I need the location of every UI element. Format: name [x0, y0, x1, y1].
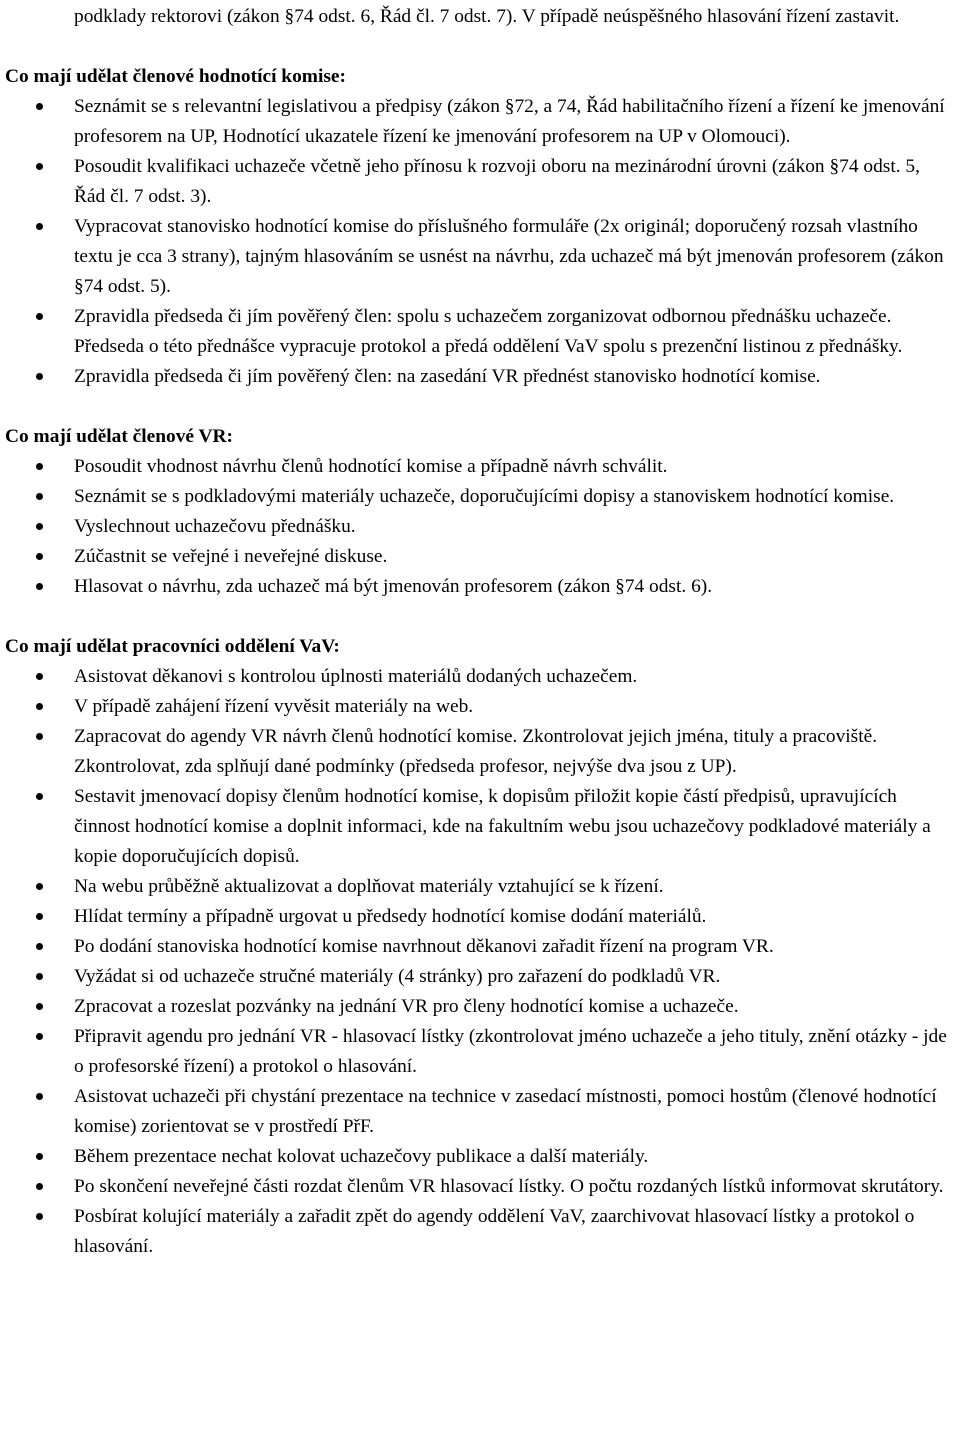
list-item: Vyslechnout uchazečovu přednášku. [5, 512, 954, 542]
bullet-icon [36, 1003, 43, 1010]
vr-list [5, 452, 954, 602]
list-item: Zpravidla předseda či jím pověřený člen: spolu s uchazečem zorganizovat odbornou přednášku uchazeče. Předseda o této přednášce vypracuje protokol a předá oddělení VaV spolu s prezenční listinou z přednášky. [5, 302, 954, 362]
section-heading-vr: Co mají udělat členové VR: [5, 426, 233, 447]
list-item: Zúčastnit se veřejné i neveřejné diskuse. [5, 542, 954, 572]
list-item: Připravit agendu pro jednání VR - hlasovací lístky (zkontrolovat jméno uchazeče a jeho tituly, znění otázky - jde o profesorské řízení) a protokol o hlasování. [5, 1022, 954, 1082]
bullet-icon [36, 673, 43, 680]
bullet-icon [36, 1033, 43, 1040]
list-item: Po dodání stanoviska hodnotící komise navrhnout děkanovi zařadit řízení na program VR. [5, 932, 954, 962]
bullet-icon [36, 163, 43, 170]
bullet-icon [36, 1183, 43, 1190]
list-item: Asistovat děkanovi s kontrolou úplnosti materiálů dodaných uchazečem. [5, 662, 954, 692]
bullet-icon [36, 373, 43, 380]
list-item: Sestavit jmenovací dopisy členům hodnotící komise, k dopisům přiložit kopie částí předpisů, upravujících činnost hodnotící komise a doplnit informaci, kde na fakultním webu jsou uchazečovy podkladové materiály a kopie doporučujících dopisů. [5, 782, 954, 872]
list-item: Hlasovat o návrhu, zda uchazeč má být jmenován profesorem (zákon §74 odst. 6). [5, 572, 954, 602]
bullet-icon [36, 1093, 43, 1100]
commission-list [5, 92, 954, 392]
list-item: V případě zahájení řízení vyvěsit materiály na web. [5, 692, 954, 722]
bullet-icon [36, 733, 43, 740]
paragraph-spacer [5, 392, 954, 422]
paragraph-spacer [5, 602, 954, 632]
bullet-icon [36, 943, 43, 950]
list-item: Posoudit kvalifikaci uchazeče včetně jeho přínosu k rozvoji oboru na mezinárodní úrovni (zákon §74 odst. 5, Řád čl. 7 odst. 3). [5, 152, 954, 212]
list-item: Zpravidla předseda či jím pověřený člen: na zasedání VR přednést stanovisko hodnotící komise. [5, 362, 954, 392]
bullet-icon [36, 103, 43, 110]
bullet-icon [36, 793, 43, 800]
list-item: Zpracovat a rozeslat pozvánky na jednání VR pro členy hodnotící komise a uchazeče. [5, 992, 954, 1022]
bullet-icon [36, 583, 43, 590]
section-heading-commission: Co mají udělat členové hodnotící komise: [5, 66, 346, 87]
vav-list [5, 662, 954, 1262]
bullet-icon [36, 1153, 43, 1160]
intro-continuation: podklady rektorovi (zákon §74 odst. 6, Řád čl. 7 odst. 7). V případě neúspěšného hlasování řízení zastavit. [74, 6, 900, 27]
list-item: Během prezentace nechat kolovat uchazečovy publikace a další materiály. [5, 1142, 954, 1172]
bullet-icon [36, 493, 43, 500]
list-item: Posbírat kolující materiály a zařadit zpět do agendy oddělení VaV, zaarchivovat hlasovací lístky a protokol o hlasování. [5, 1202, 954, 1262]
section-heading-vav: Co mají udělat pracovníci oddělení VaV: [5, 636, 340, 657]
bullet-icon [36, 883, 43, 890]
list-item: Hlídat termíny a případně urgovat u předsedy hodnotící komise dodání materiálů. [5, 902, 954, 932]
bullet-icon [36, 703, 43, 710]
list-item: Seznámit se s podkladovými materiály uchazeče, doporučujícími dopisy a stanoviskem hodnotící komise. [5, 482, 954, 512]
bullet-icon [36, 523, 43, 530]
bullet-icon [36, 223, 43, 230]
bullet-icon [36, 553, 43, 560]
list-item: Seznámit se s relevantní legislativou a předpisy (zákon §72, a 74, Řád habilitačního řízení a řízení ke jmenování profesorem na UP, Hodnotící ukazatele řízení ke jmenování profesorem na UP v Olomouci). [5, 92, 954, 152]
list-item: Zapracovat do agendy VR návrh členů hodnotící komise. Zkontrolovat jejich jména, tituly a pracoviště. Zkontrolovat, zda splňují dané podmínky (předseda profesor, nejvýše dva jsou z UP). [5, 722, 954, 782]
bullet-icon [36, 913, 43, 920]
list-item: Asistovat uchazeči při chystání prezentace na technice v zasedací místnosti, pomoci hostům (členové hodnotící komise) zorientovat se v prostředí PřF. [5, 1082, 954, 1142]
list-item: Na webu průběžně aktualizovat a doplňovat materiály vztahující se k řízení. [5, 872, 954, 902]
bullet-icon [36, 973, 43, 980]
paragraph-spacer [5, 32, 954, 62]
list-item: Vyžádat si od uchazeče stručné materiály (4 stránky) pro zařazení do podkladů VR. [5, 962, 954, 992]
bullet-icon [36, 1213, 43, 1220]
list-item: Po skončení neveřejné části rozdat členům VR hlasovací lístky. O počtu rozdaných lístků informovat skrutátory. [5, 1172, 954, 1202]
list-item: Posoudit vhodnost návrhu členů hodnotící komise a případně návrh schválit. [5, 452, 954, 482]
list-item: Vypracovat stanovisko hodnotící komise do příslušného formuláře (2x originál; doporučený rozsah vlastního textu je cca 3 strany), tajným hlasováním se usnést na návrhu, zda uchazeč má být jmenován profesorem (zákon §74 odst. 5). [5, 212, 954, 302]
bullet-icon [36, 313, 43, 320]
bullet-icon [36, 463, 43, 470]
